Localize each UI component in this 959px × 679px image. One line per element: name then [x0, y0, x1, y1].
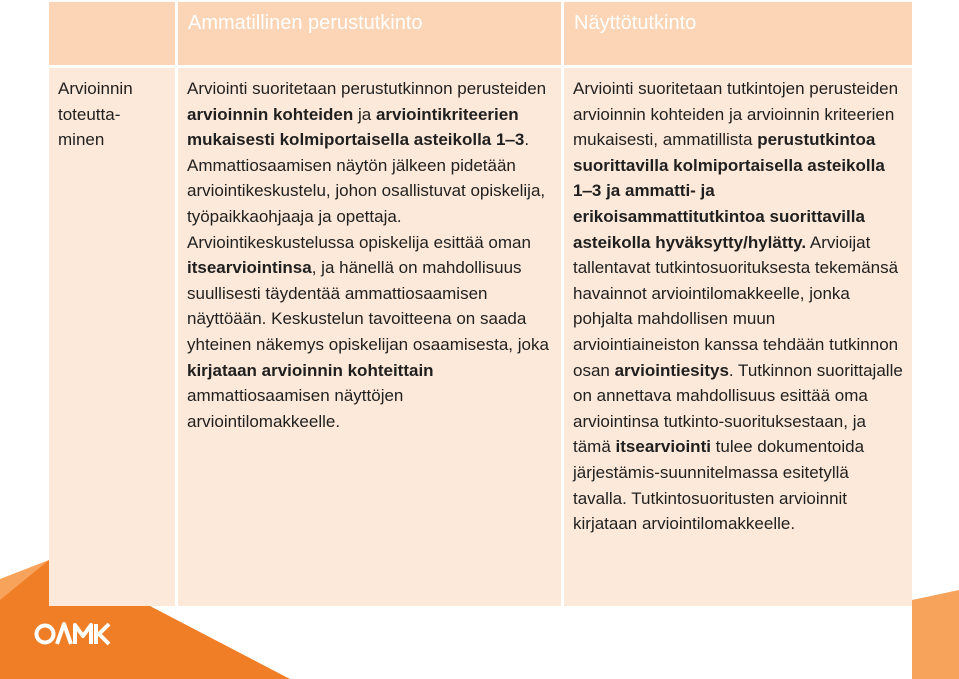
oamk-logo	[34, 620, 114, 655]
text-segment: Arviointi suoritetaan tutkintojen perusteiden arvioinnin kohteiden ja arvioinnin kriteerien mukaisesti, ammatillista	[573, 79, 899, 150]
bold-text-segment: arviointiesitys	[614, 360, 729, 380]
bold-text-segment: itsearviointi	[615, 437, 711, 457]
text-segment: , ja hänellä on mahdollisuus suullisesti täydentää ammattiosaamisen näyttöään. Keskustelun tavoitteena on saada yhteinen näkemys opiskelijan osaamisesta, joka	[187, 258, 549, 354]
header-ammatillinen-perustutkinto: Ammatillinen perustutkinto	[178, 2, 561, 65]
header-empty-cell	[49, 2, 175, 65]
text-segment: Arviointi suoritetaan perustutkinnon perusteiden	[187, 79, 547, 98]
cell-perustutkinto-text	[178, 68, 561, 606]
text-segment: . Tutkinnon suorittajalle on annettava mahdollisuus esittää oma arviointinsa tutkinto-suorituksestaan, ja tämä	[573, 360, 903, 457]
text-segment: Arvioijat tallentavat tutkintosuorituksesta tekemänsä havainnot arviointilomakkeelle, jonka pohjalta mahdollisen muun arviointiaineiston kanssa tehdään tutkinnon osan	[573, 232, 899, 380]
row-label-line: Arvioinnin	[58, 79, 133, 98]
text-segment: . Ammattiosaamisen näytön jälkeen pidetään arviointikeskustelu, johon osallistuvat opiskelija, työpaikkaohjaaja ja opettaja. Arviointikeskustelussa opiskelija esittää oman	[187, 130, 546, 252]
row-label-line: minen	[58, 130, 105, 150]
header-nayttotutkinto: Näyttötutkinto	[564, 2, 912, 65]
row-label-line: toteutta-	[58, 104, 121, 124]
oamk-logo-mark	[34, 620, 114, 648]
bold-text-segment: arviointikriteerien mukaisesti kolmiportaisella asteikolla 1‒3	[187, 104, 525, 150]
bold-text-segment: itsearviointinsa	[187, 258, 312, 278]
text-segment: ja	[353, 104, 376, 124]
bold-text-segment: perustutkintoa suorittavilla kolmiportaisella asteikolla 1‒3 ja ammatti- ja erikoisammattitutkintoa suorittavilla asteikolla hyväksytty/hylätty.	[573, 130, 885, 252]
text-segment: ammattiosaamisen näyttöjen arviointilomakkeelle.	[187, 386, 404, 431]
bold-text-segment: kirjataan arvioinnin kohteittain	[187, 360, 434, 380]
comparison-table	[49, 2, 912, 606]
bold-text-segment: arvioinnin kohteiden	[187, 104, 354, 124]
cell-nayttotutkinto-text	[564, 68, 912, 606]
text-segment: tulee dokumentoida järjestämis-suunnitelmassa esitetyllä tavalla. Tutkintosuoritusten arvioinnit kirjataan arviointilomakkeelle.	[573, 437, 865, 534]
row-label-arvioinnin-toteuttaminen	[49, 68, 175, 606]
